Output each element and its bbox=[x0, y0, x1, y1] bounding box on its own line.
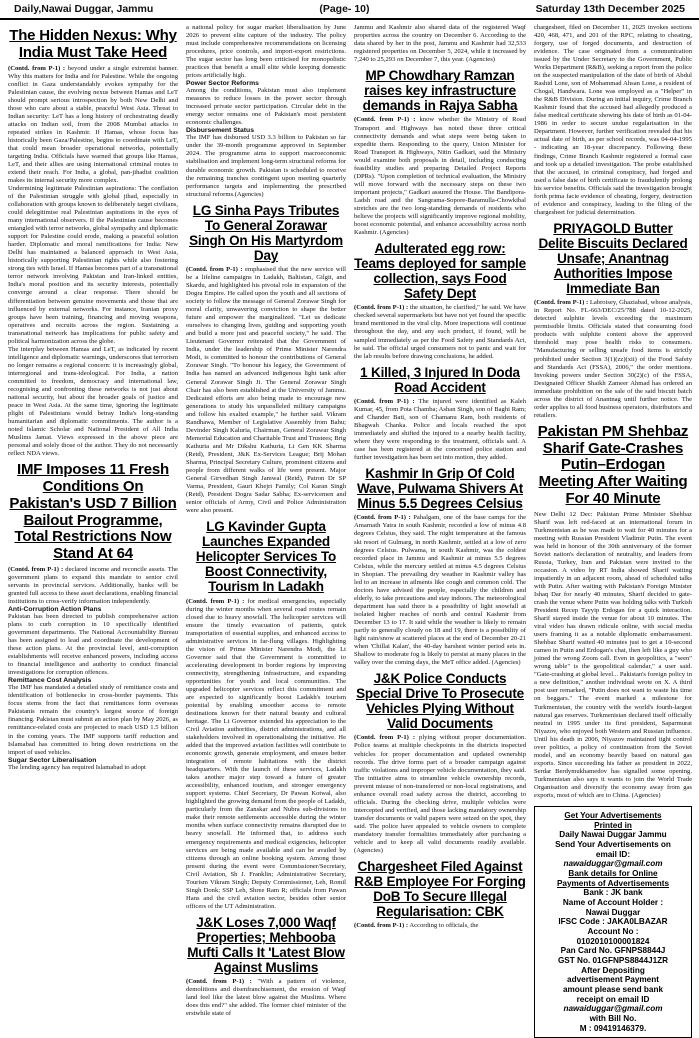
article-body: The IMF has disbursed USD 3.3 billion to Pakistan so far under the 39-month programme approved in September 2024. The programme aims to support macroeconomic stabilisation and implement long-term structural reforms for durable economic growth. Pakistan is scheduled to receive the remaining tranches contingent upon meeting quarterly performance targets and implementing the prescribed structural reforms.(Agencies) bbox=[186, 134, 346, 198]
headline-cold-wave[interactable]: Kashmir In Grip Of Cold Wave, Pulwama Shivers At Minus 5.5 Degrees Celsius bbox=[356, 466, 523, 512]
ad-line: Printed in bbox=[594, 820, 632, 830]
ad-phone: M : 09419146379. bbox=[579, 1023, 647, 1033]
subheading: Sugar Sector Liberalisation bbox=[8, 756, 97, 764]
article-body: (Contd. from P-1) : plying without proper documentation. Police teams at multiple checkpoints in the districts inspected vehicles for proper documentation and updated ownership records. The drive forms part of a broader campaign against traffic violations and improper vehicle documentation, they said. The initiative aims to streamline vehicle ownership records, prevent misuse of non-transferred or non-local registrations, and enhance overall road safety across the district, according to officials. During the checking drive, multiple vehicles were intercepted and verified, and those lacking mandatory ownership transfer documents or valid papers were seized on the spot, they said. The police have appealed to vehicle owners to complete mandatory transfer formalities immediately after purchasing a vehicle and to keep all valid documents readily available. (Agencies) bbox=[354, 734, 526, 854]
advertisement-box bbox=[534, 806, 692, 1038]
article-body: Among the conditions, Pakistan must also implement measures to reduce losses in the power sector through increased private sector participation. Circular debt in the energy sector remains one of Pakistan's most persistent economic challenges. bbox=[186, 87, 346, 127]
article-body: (Contd. from P-1) : The injured were identified as Kaleh Kumar, 45, from Pota Chamba; Ashan Singh, son of Baghi Ram; and Chander Bati, son of Chamanu Ram, both residents of Bhagwah Chanka. Police and locals reached the spot immediately and shifted the injured to a nearby health facility, where they were responding to the treatment, officials said. A case has been registered at the concerned police station and further investigation has been set into motion, they added. bbox=[354, 397, 526, 462]
ad-line: 0102010100001824 bbox=[576, 936, 650, 946]
ad-line: Bank details for Online bbox=[568, 868, 658, 878]
headline-waqf-properties[interactable]: J&K Loses 7,000 Waqf Properties; Mehbooba Mufti Calls It 'Latest Blow Against Muslims bbox=[187, 914, 345, 976]
headline-police-drive[interactable]: J&K Police Conducts Special Drive To Prosecute Vehicles Plying Without Valid Documents bbox=[356, 671, 524, 732]
ad-line: Account No : bbox=[587, 926, 639, 936]
headline-mp-chowdhary[interactable]: MP Chowdhary Ramzan raises key infrastructure demands in Rajya Sabha bbox=[362, 68, 518, 114]
ad-line: advertisement Payment bbox=[567, 975, 659, 985]
ad-line: GST No. 01GFNPS8844J1ZR bbox=[557, 955, 669, 965]
article-body: (Contd. from P-1) : Labroisey, Ghaziabad, whose analysis, in Report No. FL-663/DEC/25/788 dated 10-12-2025, detected sulphite levels exceeding the maximum permissible limits. Officials stated that consuming food products with sulphite content above the approved threshold may pose health risks to consumers. "Manufacturing or selling unsafe food items is strictly prohibited under Section 3(1)(zz)(xii) of the Food Safety and Standards Act (FSSA), 2006," the order mentions. Invoking powers under Section 30(2)(c) of the FSSA, Designated Officer Shaikh Zameer Ahmad has ordered an immediate prohibition on the sale of the said biscuit batch across the district of Anantnag until further notice. The order applies to all food business operators, distributors and retailers. bbox=[534, 299, 692, 419]
article-body: Jammu and Kashmir also shared data of the registered Waqf properties across the country on December 6. According to the data shared by her in the post, Jammu and Kashmir had 32,533 registered properties on December 5, 2024, while it increased by 7,240 to 25,293 on December 7, this year. (Agencies) bbox=[354, 24, 526, 64]
headline-priyagold-ban[interactable]: PRIYAGOLD Butter Delite Biscuits Declared Unsafe; Anantnag Authorities Impose Immediate Ban bbox=[538, 220, 688, 297]
article-body: The lending agency has required Islamabad to adopt bbox=[8, 763, 146, 771]
article-body: (Contd. from P-1) : know whether the Ministry of Road Transport and Highways has noted these three critical connectivity demands and what steps were being taken to expedite them. Responding to the query, Union Minister for Road Transport & Highways, Nitin Gadkari, said the Ministry would examine both proposals in detail, including conducting feasibility studies and preparing Detailed Project Reports (DPRs). "Upon completion of technical evaluation, the Ministry will move forward with the necessary steps on these two important projects," Gadkari assured the House. The Bandipora-Ladsh road and the Sangrama-Sopore-Baramulla-Chowkibal stretches are the two long-standing demands of residents who believe the projects will significantly improve regional mobility, boost economic potential, and enhance accessibility across north Kashmir. (Agencies) bbox=[354, 116, 526, 236]
column-1 bbox=[8, 24, 178, 1020]
ad-line: email ID: bbox=[595, 849, 631, 859]
page-header bbox=[0, 0, 699, 20]
article-body: a national policy for sugar market liberalisation by June 2026 to prevent elite capture of the industry. The policy must include comprehensive recommendations on licensing procedures, price controls, and import-export restrictions. The sugar sector has long been criticised for monopolistic practices that benefit a small elite while keeping domestic prices artificially high. bbox=[186, 24, 346, 80]
article-body: (Contd. from P-1) : declared income and reconcile assets. The government plans to expand this mandate to senior civil servants in provincial services. Additionally, banks will be granted full access to these asset declarations, enabling financial institutions to cross-verify information independently. bbox=[8, 565, 178, 606]
ad-line: Name of Account Holder : bbox=[562, 897, 664, 907]
article-body: (Contd. from P-1) : beyond under a single extremist banner. Why this matters for India and for Palestine. While the ongoing conflict in Gaza understandably evokes sympathy for the Palestinian cause, the evolving nexus between Hamas and LeT should prompt serious introspection by both New Delhi and those who care about a stable, peaceful West Asia. Threat to Indian security: LeT has a long history of orchestrating deadly attacks on Indian soil, from the 2008 Mumbai attacks to repeated strikes in Kashmir. If Hamas, whose focus has historically been Gaza/Palestine, begins to coordinate with LeT, that could mean broader operational networks, potentially targeting India. Officials have warned that groups like Hamas, LeT, and their allies are using international criminal routes to extend their reach. For India, a global, pan-jihadist coalition makes its internal security more complex. bbox=[8, 64, 178, 185]
ad-email[interactable]: nawaiduggar@gmail.com bbox=[563, 1004, 663, 1014]
article-body: The IMF has mandated a detailed study of remittance costs and identification of bottlenecks in cross-border payments. This focus stems from the fact that remittances form overseas Pakistanis remain the country's largest source of foreign financing. Pakistan must submit an action plan by May 2026, as remittance-related costs are projected to reach USD 1.5 billion in the coming years. The IMF supports tariff reduction and Islamabad has committed to bring down restrictions on the import of used vehicles. bbox=[8, 684, 178, 756]
headline-chargesheet[interactable]: Chargesheet Filed Against R&B Employee For Forging DoB To Secure Illegal Regularisation: CBK bbox=[354, 858, 526, 920]
ad-line: Bank : JK bank bbox=[583, 888, 643, 898]
article-body: (Contd. from P-1) : the situation, he clarified," he said. We have checked several supermarkets but have not yet found the specific brand mentioned in the viral clip. More inspections will continue throughout the day, and any such product, if found, will be sampled immediately as per the Food Safety and Standards Act, he said. The official urged consumers not to panic and wait for the lab results before drawing conclusions, he added. bbox=[354, 304, 526, 360]
ad-line: After Depositing bbox=[581, 965, 645, 975]
subheading: Remittance Cost Analysis bbox=[8, 677, 92, 685]
article-body: chargesheet, filed on December 11, 2025 invokes sections 420, 468, 471, and 201 of the RPC, relating to cheating, forgery, use of forged documents, and destruction of evidence. The case originated from a communication issued by the Under Secretary to the Government, Public Works Department (R&B), seeking a report from the police on the suspected manipulation of the date of birth of Abdul Rashid Lone, son of Mohammad Ahsan Lone, a resident of Chogal, Handwara. Lone was employed as a "Helper" in the R&B Division. During an initial inquiry, Crime Branch Kashmir found that the accused had allegedly produced a false medical certificate showing his date of birth as 01-04-1986 in order to secure undue regularisation in the Department. However, further verification revealed that his actual date of birth, as per school records, was 04-04-1995 - indicating an 18-year discrepancy. Following these findings, Crime Branch Kashmir registered a formal case and took up a detailed investigation. The probe established that the accused, in criminal conspiracy, had forged and used a false date of birth certificate to fraudulently prolong his service benefits. Officials said the investigation brought forth prima facie evidence of cheating, forgery, destruction of evidence and conspiracy, leading to the filing of the chargesheet for judicial determination. bbox=[534, 24, 692, 216]
ad-line: receipt on email ID bbox=[576, 994, 650, 1004]
column-2 bbox=[186, 24, 346, 1020]
ad-line: Nawai Duggar bbox=[585, 907, 641, 917]
article-body: (Contd. from P-1) : emphasised that the new service will be a lifeline campaigns in Ladakh, Baltistan, Gilgit, and Skardu, and highlighted his pivotal role in expansion of the Dogra Empire. He called upon the youth and all sections of society to follow the message of General Zorawar Singh for moral clarity, unwavering conviction to shape the better future and empower the marginalized. "Let us dedicate ourselves to changing lives, guiding and supporting youth and build a more just and peaceful society," he said. The Lieutenant Governor reiterated that the Government of India, under the leadership of Prime Minister Narendra Modi, is committed to honour the contributions of General Zorawar Singh. "To honour his legacy, the Government of India has named an advanced indigenous light tank after General Zorawar Singh Ji. The General Zorawar Singh Chair has also been established at the University of Jammu. Dedicated efforts are also being made to encourage new generations to study his unparalleled military campaigns and follow his exalted example," he further said. Vikram Randhawa, Member of Legislative Assembly from Bahu; Devinder Singh Kaluria, Chairman, General Zorawar Singh Memorial Education and Charitable Trust and Trustees; Brig Kathuria and Mr Dikshu Kathuria, Lt Gen KK Sharma (Retd), President, J&K Ex-Services League; Brij Mohan Sharma, Principal Secretary Culture, prominent citizens and people from different walks of life were present. Major General Girvedhan Singh Jamwal (Retd), Patron Dr SP Varma, President, Gauri Khejri Family; Col Karan Singh (Retd), President Dogra Sadar Sabha; Ex-servicemen and senior officials of Army, Civil and Police Administration were also present. bbox=[186, 266, 346, 514]
article-body: Pakistan has been directed to publish comprehensive action plans to curb corruption in 10 specifically identified government departments. The National Accountability Bureau has been assigned to lead and coordinate the development of these action plans. At the provincial level, anti-corruption establishments will receive enhanced powers, including access to financial intelligence and authority to conduct financial investigations for corruption offences. bbox=[8, 613, 178, 677]
subheading: Disbursement Status bbox=[186, 127, 254, 135]
article-body: (Contd. from P-1) : According to officials, the bbox=[354, 922, 479, 930]
ad-line: IFSC Code : JAKA0LBAZAR bbox=[558, 917, 668, 927]
headline-helicopter-services[interactable]: LG Kavinder Gupta Launches Expanded Helicopter Services To Boost Connectivity, Tourism In Ladakh bbox=[195, 519, 337, 595]
page-number: (Page- 10) bbox=[319, 3, 370, 15]
article-body: Undermining legitimate Palestinian aspirations: The conflation of the Palestinian struggle with global jihad, especially in collaboration with groups known to deliberately target civilians, could delegitimise real Palestinian aspirations in the eyes of many international observers. If the Palestinian cause becomes entangled with terror networks, global sympathy and diplomatic support for Palestine could erode, making a peaceful solution harder. Diplomatic and moral ramifications for India: New Delhi has maintained a balanced approach in West Asia, historically supporting Palestinian rights while also fostering strong ties with Israel. If Hamas becomes part of a transnational terror network involving Pakistan and Iran-linked entities, India's moral position and its security interests, potentially converge around a clear response. There should be differentiation between genuine movements and those that are influenced by external networks. For instance, Iranian proxy groups have been training, financing and moving weapons, operatives and recruits across the region. Sustaining a transnational network has implications for public safety and political harmonization across the globe. bbox=[8, 185, 178, 345]
subheading: Power Sector Reforms bbox=[186, 80, 259, 88]
ad-line: Send Your Advertisements on bbox=[555, 839, 671, 849]
ad-line: Daily Nawai Duggar Jammu bbox=[559, 830, 667, 840]
article-body: The interplay between Hamas and LeT, as indicated by recent intelligence and diplomatic warnings, underscores that terrorism no longer remains a regional concern: it is increasingly global, interregional and trans-ideological. For India, a nation committed to freedom, democracy and international law, recognising and confronting these networks is not just about national security, but about the broader goals of justice and peace in West Asia. At the same time, ignoring the legitimate plight of Palestinians would betray India's long-standing humanitarian and diplomatic commitments. The author is a noted Islamic Scholar and National President of All India Muslims Jamat. Views expressed in the above piece are personal and solely those of the author. They do not necessarily reflect NDA views. bbox=[8, 345, 178, 458]
headline-doda-accident[interactable]: 1 Killed, 3 Injured In Doda Road Accident bbox=[360, 364, 520, 395]
newspaper-name: Daily,Nawai Duggar, Jammu bbox=[14, 3, 154, 15]
headline-hidden-nexus[interactable]: The Hidden Nexus: Why India Must Take Heed bbox=[9, 27, 177, 61]
ad-line: Payments of Advertisements bbox=[556, 878, 670, 888]
ad-line: amount please send bank bbox=[562, 984, 664, 994]
column-3 bbox=[354, 24, 526, 1020]
ad-line: Get Your Advertisements bbox=[564, 810, 662, 820]
ad-line: Pan Card No. GFNPS8844J bbox=[560, 946, 666, 956]
headline-lg-sinha[interactable]: LG Sinha Pays Tributes To General Zorawar Singh On His Martyrdom Day bbox=[189, 202, 343, 263]
column-4 bbox=[534, 24, 692, 1033]
article-body: (Contd. from P-1) : "With a pattern of violence, demolitions and disenfranchisement, the erosion of Waqf land feel like the latest blow against the Muslims. Where does this end?" she added. The former chief minister of the erstwhile state of bbox=[186, 978, 347, 1018]
headline-adulterated-egg[interactable]: Adulterated egg row: Teams deployed for sample collection, says Food Safety Dept bbox=[354, 240, 526, 302]
ad-line: with Bill No. bbox=[589, 1013, 637, 1023]
headline-shehbaz-sharif[interactable]: Pakistan PM Shehbaz Sharif Gate-Crashes Putin–Erdogan Meeting After Waiting For 40 Minute bbox=[537, 422, 689, 507]
headline-imf-conditions[interactable]: IMF Imposes 11 Fresh Conditions On Pakistan's USD 7 Billion Bailout Programme, Total Restrictions Now Stand At 64 bbox=[9, 461, 177, 563]
article-body: (Contd. from P-1) : for medical emergencies, especially during the winter months when several road routes remain closed due to heavy snowfall. The helicopter services will ensure the timely evacuation of patients, quick transportation of essential supplies, and enhanced access to administrative services in far-flung villages. Highlighting the vision of Prime Minister Narendra Modi, the Lt Governor said that the Government is committed to accelerating development in border regions by improving connectivity, strengthening infrastructure, and expanding opportunities for youth and local communities. The upgraded helicopter services reflect this commitment and are expected to significantly boost Ladakh's tourism potential by enabling smoother access to remote destinations known for their natural beauty and cultural heritage. The Lt Governor extended his appreciation to the Civil Aviation authorities, district administrations, and all stakeholders involved in operationalising the initiative. He added that the improved aviation facilities will contribute to economic growth, generate employment, and ensure better integration of remote habitations with the district headquarters. With the launch of these services, Ladakh takes another major step toward a future of greater accessibility, enhanced tourism, and stronger emergency support systems. Chief Secretary, Dr Pawan Kotwal, also highlighted the growing demand from the people of Ladakh, particularly from the Zanskar and Nubra sub-divisions to make their remote settlements accessible during the winter months when surface connectivity remains disrupted due to heavy snowfall. He informed that, to address such emergency requirements and medical exigencies, helicopter services are being made available and can be availed by citizens through an online booking system. Among those present during the event were Commissioner/Secretary, Civil Aviation, Sh J. Franklin; Administrative Secretary, Tourism Vikram Singh; Deputy Commissioner, Leh, Romil Singh Donk; SSP Leh, Shree Ram R; officials from Pawan Hans and the civil aviation sector, besides other senior officers of the UT Administration. bbox=[186, 597, 346, 910]
subheading: Anti-Corruption Action Plans bbox=[8, 606, 102, 614]
article-body: New Delhi 12 Dec: Pakistan Prime Minister Shehbaz Sharif was left red-faced at an international forum in Turkmenistan as he was made to wait for 40 minutes for a meeting with Russian President Vladimir Putin. The event was held in honour of the 30th anniversary of the former Soviet nation's declaration of neutrality, and leaders from Russia, Turkey, Iran and Pakistan were invited to the occasion. A video by RT India showed Sharif waiting impatiently in an adjacent room, ahead of scheduled talks with Putin. After waiting with Pakistan's Foreign Minister Ishaq Dar for nearly 40 minutes, Sharif decided to gate-crash the venue where Putin was holding talks with Turkish President Recep Tayyip Erdogan for a quick interaction. Sharif stayed inside the venue for about 10 minutes. The viral video has drawn ridicule online, with social media users framing it as a notable diplomatic embarrassment. Shehbaz Sharif waited 40 minutes just to get a 10-second cameo in Putin and Erdogan's chat, then left like a guy who joined the wrong Zoom call. Even in geopolitics, a "seen" wrong table" is the geopolitical calendar," a user said. "Gate-crashing at global level... Pakistan's foreign policy in a new definition," another individual wrote on X. A third post user remarked, "Putin does not want to waste his time on beggars." The event marked a milestone for Turkmenistan, the country with the world's fourth-largest natural gas reserves. Turkmenistan declared itself officially neutral in 1995 under its first president, Saparmurat Niyazov, who enjoyed both Western and Russian influence. Until his death in 2006, Niyazov maintained tight control over politics, a policy of continuation from the Soviet model, and an economy heavily based on natural gas exports. Since succeeding his father as president in 2022, Serdar Berdymukhamedov has signalled some opening. Turkmenistan also says it wants to join the World Trade Organisation and diversify the economy away from gas exports, most of which are to China. (Agencies) bbox=[534, 510, 692, 799]
article-body: (Contd. from P-1) : Pahalgam, one of the base camps for the Amarnath Yatra in south Kashmir, recorded a low of minus 4.8 degrees Celsius, they said. The night temperature at the famous ski resort of Gulmarg, in north Kashmir, settled at a low of zero degrees Celsius. Pulwama, in south Kashmir, was the coldest recorded place in Jammu and Kashmir at minus 5.5 degrees Celsius, while the mercury settled at minus 4.5 degrees Celsius in Shopian. The prevailing dry weather in Kashmir valley has led to an increase in ailments like cough and common cold. The doctors have advised the people, especially the children and elderly, to take precautions and stay indoors. The meteorological department has said there is a possibility of light snowfall at isolated higher reaches of north and central Kashmir from December 13 to 17. It said while the weather is likely to remain partly to generally cloudy on 18 and 19, there is a possibility of light rain/snow at scattered places at the end of December 20-21 when 'Chillai Kalan', the 40-day harshest winter period sets in. Shallow to moderate fog is likely to persist at many places in the valley over the coming days, the MeT office added. (Agencies) bbox=[354, 514, 526, 666]
issue-date: Saturday 13th December 2025 bbox=[535, 3, 685, 15]
ad-email[interactable]: nawaiduggar@gmail.com bbox=[563, 859, 663, 869]
